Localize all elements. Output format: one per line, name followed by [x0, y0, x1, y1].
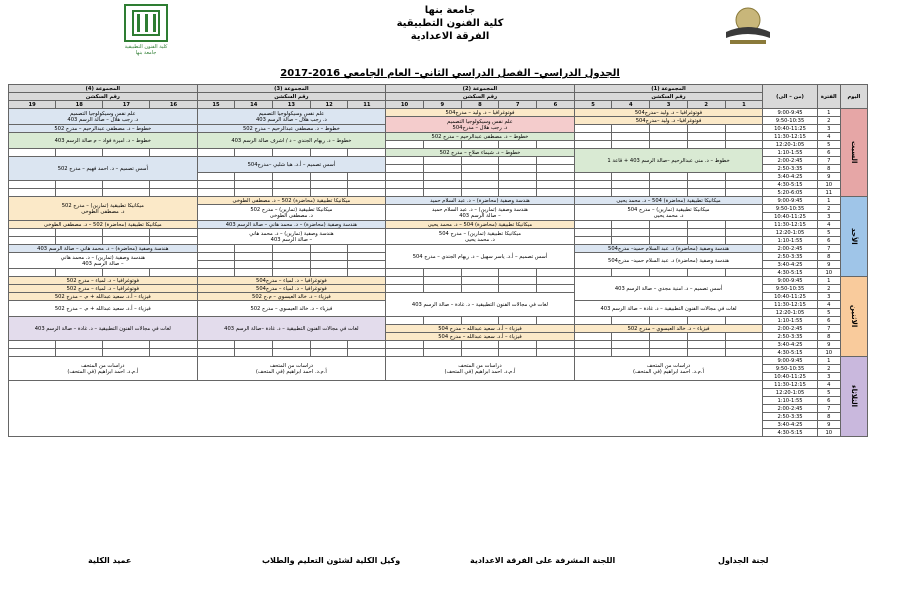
- period-cell: 5: [817, 309, 840, 317]
- section-label: رقم السكشن: [9, 93, 198, 101]
- group-2-header: المجموعة (2): [386, 85, 575, 93]
- period-cell: 8: [817, 165, 840, 173]
- time-cell: 1:10-1:55: [763, 149, 817, 157]
- time-cell: 1:10-1:55: [763, 237, 817, 245]
- tue-g2-museum: دراسات من المتحف أ.م.د. احمد ابراهيم (في المتحف): [386, 357, 575, 381]
- sat-g3-psychology: علم نفس وسيكولوجيا التصميم د. رجب هلال – صالة الرسم 403: [197, 109, 386, 125]
- period-cell: 2: [817, 205, 840, 213]
- mon-row-1: [9, 277, 868, 285]
- group-3-header: المجموعة (3): [197, 85, 386, 93]
- sun-g4-geometry-ex: هندسة وصفية (تمارين) – د. محمد هاني – صالة الرسم 403: [9, 253, 198, 269]
- tue-g1-museum: دراسات من المتحف أ.م.د. احمد ابراهيم (في المتحف): [574, 357, 763, 381]
- mon-row-10: [9, 349, 868, 357]
- signature-vice-dean: وكيل الكلية لشئون التعليم والطلاب: [262, 556, 401, 565]
- period-cell: 3: [817, 293, 840, 301]
- time-cell: 9:00-9:45: [763, 109, 817, 117]
- period-cell: 1: [817, 357, 840, 365]
- sun-g2-design: أسس تصميم – أ.د. ياسر سهيل – د. ريهام الجندي – مدرج 504: [386, 245, 575, 269]
- period-cell: 6: [817, 317, 840, 325]
- sun-g3-geometry-ex: هندسة وصفية (تمارين) – د. محمد هاني – صالة الرسم 403: [197, 229, 386, 245]
- sat-row-10: [9, 181, 868, 189]
- sun-g4-mechanics: ميكانيكا تطبيقية (محاضرة) 502 – د. مصطفى الطوخى: [9, 221, 198, 229]
- period-cell: 2: [817, 285, 840, 293]
- time-cell: 3:40-4:25: [763, 341, 817, 349]
- period-cell: 10: [817, 269, 840, 277]
- period-cell: 6: [817, 237, 840, 245]
- section-number: 13: [273, 101, 311, 109]
- university-heading: [350, 4, 550, 43]
- section-number: 1: [725, 101, 763, 109]
- section-label: رقم السكشن: [386, 93, 575, 101]
- time-cell: 4:30-5:15: [763, 269, 817, 277]
- time-cell: 3:40-4:25: [763, 173, 817, 181]
- sun-g2-geometry: هندسة وصفية (محاضرة) – د. عبد السلام حميد: [386, 197, 575, 205]
- university-logo: [720, 2, 776, 48]
- section-number: 5: [574, 101, 612, 109]
- time-cell: 1:10-1:55: [763, 397, 817, 405]
- time-cell: 10:40-11:25: [763, 125, 817, 133]
- sun-g2-geometry-ex: هندسة وصفية (تمارين) – د. عبد السلام حميد – صالة الرسم 403: [386, 205, 575, 221]
- page-header: [0, 0, 900, 68]
- day-tuesday: الثلاثاء: [840, 357, 867, 437]
- time-cell: 9:50-10:35: [763, 285, 817, 293]
- period-cell: 11: [817, 189, 840, 197]
- time-cell: 11:30-12:15: [763, 221, 817, 229]
- sun-g2-mechanics: ميكانيكا تطبيقية (محاضرة) 504 – د. محمد يحيى: [386, 221, 575, 229]
- mon-g3-photo-1: فوتوغرافيا – د. لمياء – مدرج504: [197, 277, 386, 285]
- time-cell: 9:50-10:35: [763, 117, 817, 125]
- sat-g2-psychology: علم نفس وسيكولوجيا التصميم د. رجب هلال – مدرج504: [386, 117, 575, 133]
- sat-g1-calligraphy: خطوط – د. منى عبدالرحيم –صالة الرسم 403 + قاعة 1: [574, 149, 763, 173]
- section-number: 7: [499, 101, 537, 109]
- mon-g4-languages: لغات في مجالات الفنون التطبيقية – د. غادة – صالة الرسم 403: [9, 317, 198, 341]
- time-cell: 2:50-3:35: [763, 165, 817, 173]
- period-cell: 2: [817, 117, 840, 125]
- period-cell: 7: [817, 245, 840, 253]
- mon-g1-physics: فيزياء – د. خالد العيسوي – مدرج 502: [574, 325, 763, 333]
- mon-row-6: [9, 317, 868, 325]
- sun-row-1: [9, 197, 868, 205]
- sun-g4-geometry: هندسة وصفية (محاضرة) – د. محمد هاني – صالة الرسم 403: [9, 245, 198, 253]
- period-cell: 3: [817, 125, 840, 133]
- time-cell: 1:10-1:55: [763, 317, 817, 325]
- section-number: 9: [423, 101, 461, 109]
- section-number: 18: [56, 101, 103, 109]
- sun-g1-geometry-2: هندسة وصفية (محاضرة) د. عبد السلام حميد– مدرج504: [574, 253, 763, 269]
- tue-g3-museum: دراسات من المتحف أ.م.د. احمد ابراهيم (في المتحف): [197, 357, 386, 381]
- time-cell: 2:50-3:35: [763, 333, 817, 341]
- faculty-logo: [124, 4, 168, 42]
- period-cell: 7: [817, 157, 840, 165]
- time-cell: 10:40-11:25: [763, 213, 817, 221]
- time-cell: 10:40-11:25: [763, 373, 817, 381]
- sat-g1-photo-2: فوتوغرافيا– د. وليد –مدرج504: [574, 117, 763, 125]
- section-label-row: [9, 93, 868, 101]
- period-cell: 2: [817, 365, 840, 373]
- section-number: 4: [612, 101, 650, 109]
- period-cell: 8: [817, 413, 840, 421]
- period-cell: 10: [817, 349, 840, 357]
- mon-row-9: [9, 341, 868, 349]
- period-cell: 5: [817, 389, 840, 397]
- day-monday: الاثنين: [840, 277, 867, 357]
- period-cell: 4: [817, 381, 840, 389]
- mon-g1-languages: لغات في مجالات الفنون التطبيقية – د. غادة – صالة الرسم 403: [574, 301, 763, 317]
- sat-g4-calligraphy-2: خطوط – د. اميرة فواد – م صالة الرسم 403: [9, 133, 198, 149]
- sun-g1-geometry: هندسة وصفية (محاضرة) د. عبد السلام حميد– مدرج504: [574, 245, 763, 253]
- period-cell: 9: [817, 341, 840, 349]
- period-cell: 3: [817, 373, 840, 381]
- period-cell: 10: [817, 429, 840, 437]
- group-4-header: المجموعة (4): [9, 85, 198, 93]
- period-cell: 8: [817, 333, 840, 341]
- university-name: جامعة بنها: [424, 5, 476, 16]
- section-label: رقم السكشن: [197, 93, 386, 101]
- sun-g1-mechanics: ميكانيكا تطبيقية (محاضرة) 504 – د. محمد يحيى: [574, 197, 763, 205]
- mon-g4-photo-1: فوتوغرافيا – د. لمياء – مدرج 502: [9, 277, 198, 285]
- sun-row-10: [9, 269, 868, 277]
- sun-g3-mechanics-ex: ميكانيكا تطبيقية (تمارين) – مدرج 502 د. مصطفى الطوخى: [197, 205, 386, 221]
- period-cell: 6: [817, 397, 840, 405]
- time-cell: 3:40-4:25: [763, 261, 817, 269]
- time-cell: 11:30-12:15: [763, 301, 817, 309]
- sun-g4-mechanics-ex: ميكانيكا تطبيقية (تمارين) – مدرج 502 د. مصطفى الطوخى: [9, 197, 198, 221]
- period-cell: 9: [817, 173, 840, 181]
- time-cell: 4:30-5:15: [763, 181, 817, 189]
- sat-row-6: [9, 149, 868, 157]
- section-number: 19: [9, 101, 56, 109]
- sat-row-4: [9, 133, 868, 141]
- section-number: 10: [386, 101, 424, 109]
- tue-row-4: [9, 381, 868, 389]
- time-cell: 4:30-5:15: [763, 349, 817, 357]
- section-number: 12: [310, 101, 348, 109]
- time-cell: 4:30-5:15: [763, 429, 817, 437]
- sun-g3-mechanics: ميكانيكا تطبيقية (محاضرة) 502 – د. مصطفى الطوخى: [197, 197, 386, 205]
- mon-g3-physics-2: فيزياء – د. خالد العيسوي – مدرج 502: [197, 301, 386, 317]
- mon-g3-languages: لغات في مجالات الفنون التطبيقية – د. غادة –صالة الرسم 403: [197, 317, 386, 341]
- mon-g4-physics: فيزياء – أ.د. سعيد عبدالله + م. – مدرج 502: [9, 293, 198, 301]
- period-cell: 9: [817, 261, 840, 269]
- sun-g2-mechanics-ex: ميكانيكا تطبيقية (تمارين) – مدرج 504 د. محمد يحيى: [386, 229, 575, 245]
- time-cell: 11:30-12:15: [763, 133, 817, 141]
- signature-dean: عميد الكلية: [88, 556, 132, 565]
- time-cell: 9:50-10:35: [763, 205, 817, 213]
- section-number: 15: [197, 101, 235, 109]
- sat-g3-calligraphy-2: خطوط – د. ريهام الجندي – د / اشرف صالة الرسم 403: [197, 133, 386, 149]
- time-cell: 2:50-3:35: [763, 253, 817, 261]
- sun-row-5: [9, 229, 868, 237]
- time-cell: 2:00-2:45: [763, 157, 817, 165]
- period-cell: 9: [817, 421, 840, 429]
- schedule-title: الجدول الدراسي– الفصل الدراسي الثاني– العام الجامعي 2016-2017: [280, 68, 620, 79]
- period-cell: 1: [817, 277, 840, 285]
- period-cell: 8: [817, 253, 840, 261]
- section-number: 2: [687, 101, 725, 109]
- sat-g3-design: أسس تصميم – أ.د. هبا شلبي –مدرج504: [197, 157, 386, 173]
- sat-g2-photo: فوتوغرافيا – د. وليد – مدرج504: [386, 109, 575, 117]
- signature-supervising-committee: اللجنة المشرفة على الفرقة الاعدادية: [470, 556, 616, 565]
- time-cell: 2:00-2:45: [763, 405, 817, 413]
- period-cell: 5: [817, 229, 840, 237]
- sat-g2-calligraphy-2: خطوط – د. شيماء صلاح – مدرج 502: [386, 149, 575, 157]
- mon-g3-photo-2: فوتوغرافيا – د. لمياء – مدرج504: [197, 285, 386, 293]
- section-number: 11: [348, 101, 386, 109]
- time-cell: 12:20-1:05: [763, 229, 817, 237]
- time-cell: 9:00-9:45: [763, 277, 817, 285]
- time-cell: 9:50-10:35: [763, 365, 817, 373]
- time-cell: 12:20-1:05: [763, 389, 817, 397]
- sat-row-11: [9, 189, 868, 197]
- mon-g2-physics-2: فيزياء – أ.د. سعيد عبدالله – مدرج 504: [386, 333, 575, 341]
- period-cell: 4: [817, 133, 840, 141]
- time-cell: 9:00-9:45: [763, 357, 817, 365]
- time-header: (من – الى): [763, 85, 817, 109]
- mon-g4-physics-2: فيزياء – أ.د. سعيد عبدالله + م. – مدرج 502: [9, 301, 198, 317]
- mon-g3-physics: فيزياء – د. خالد العيسوي – م.ج 502: [197, 293, 386, 301]
- sun-row-4: [9, 221, 868, 229]
- section-number: 8: [461, 101, 499, 109]
- time-cell: 3:40-4:25: [763, 421, 817, 429]
- section-number: 3: [650, 101, 688, 109]
- day-saturday: السبت: [840, 109, 867, 197]
- time-cell: 9:00-9:45: [763, 197, 817, 205]
- section-number-row: [9, 101, 868, 109]
- time-cell: 12:20-1:05: [763, 309, 817, 317]
- sat-row-1: [9, 109, 868, 117]
- section-number: 16: [150, 101, 197, 109]
- time-cell: 2:00-2:45: [763, 325, 817, 333]
- group-header-row: [9, 85, 868, 93]
- mon-g1-design: أسس تصميم – د. امنية مجدي – صالة الرسم 403: [574, 277, 763, 301]
- day-sunday: الأحد: [840, 197, 867, 277]
- sun-g3-geometry: هندسة وصفية (محاضرة) – د. محمد هاني – صالة الرسم 403: [197, 221, 386, 229]
- period-cell: 7: [817, 325, 840, 333]
- period-cell: 3: [817, 213, 840, 221]
- faculty-name: كلية الفنون التطبيقية: [396, 18, 504, 29]
- time-cell: 2:00-2:45: [763, 245, 817, 253]
- mon-g2-languages: لغات في مجالات الفنون التطبيقية – د. غادة – صالة الرسم 403: [386, 293, 575, 317]
- sat-g3-calligraphy: خطوط – د. مصطفى عبدالرحيم – مدرج 502: [197, 125, 386, 133]
- schedule-table: [8, 84, 868, 437]
- period-cell: 1: [817, 109, 840, 117]
- section-number: 6: [537, 101, 575, 109]
- period-cell: 4: [817, 301, 840, 309]
- tue-empty-block: [9, 381, 763, 437]
- period-cell: 6: [817, 149, 840, 157]
- group-1-header: المجموعة (1): [574, 85, 763, 93]
- section-number: 14: [235, 101, 273, 109]
- sat-g2-calligraphy: خطوط – د. مصطفى عبدالرحيم – مدرج 502: [386, 133, 575, 141]
- sun-g1-mechanics-ex: ميكانيكا تطبيقية (تمارين) – مدرج 504 د. محمد يحيى: [574, 205, 763, 221]
- period-cell: 1: [817, 197, 840, 205]
- period-cell: 5: [817, 141, 840, 149]
- period-cell: 10: [817, 181, 840, 189]
- time-cell: 10:40-11:25: [763, 293, 817, 301]
- time-cell: 5:20-6:05: [763, 189, 817, 197]
- mon-g2-physics: فيزياء – أ.د. سعيد عبدالله – مدرج 504: [386, 325, 575, 333]
- time-cell: 2:50-3:35: [763, 413, 817, 421]
- level-name: الفرقة الاعدادية: [410, 31, 490, 42]
- day-header: اليوم: [840, 85, 867, 109]
- period-cell: 4: [817, 221, 840, 229]
- period-cell: 7: [817, 405, 840, 413]
- tue-row-1: [9, 357, 868, 365]
- tue-g4-museum: دراسات من المتحف أ.م.د. احمد ابراهيم (في المتحف): [9, 357, 198, 381]
- time-cell: 12:20-1:05: [763, 141, 817, 149]
- sat-g1-photo-1: فوتوغرافيا – د. وليد –مدرج504: [574, 109, 763, 117]
- sun-row-7: [9, 245, 868, 253]
- sat-g4-psychology: علم نفس وسيكولوجيا التصميم د. رجب هلال – صالة الرسم 403: [9, 109, 198, 125]
- time-cell: 11:30-12:15: [763, 381, 817, 389]
- signature-schedule-committee: لجنة الجداول: [718, 556, 769, 565]
- faculty-logo-caption: كلية الفنون التطبيقية جامعة بنها: [124, 44, 168, 56]
- section-label: رقم السكشن: [574, 93, 763, 101]
- sat-g4-calligraphy: خطوط – د. مصطفى عبدالرحيم – مدرج 502: [9, 125, 198, 133]
- section-number: 17: [103, 101, 150, 109]
- sat-g4-design: أسس تصميم – د. احمد فهيم – مدرج 502: [9, 157, 198, 181]
- period-header: الفترة: [817, 85, 840, 109]
- mon-g4-photo-2: فوتوغرافيا – د. لمياء – مدرج 502: [9, 285, 198, 293]
